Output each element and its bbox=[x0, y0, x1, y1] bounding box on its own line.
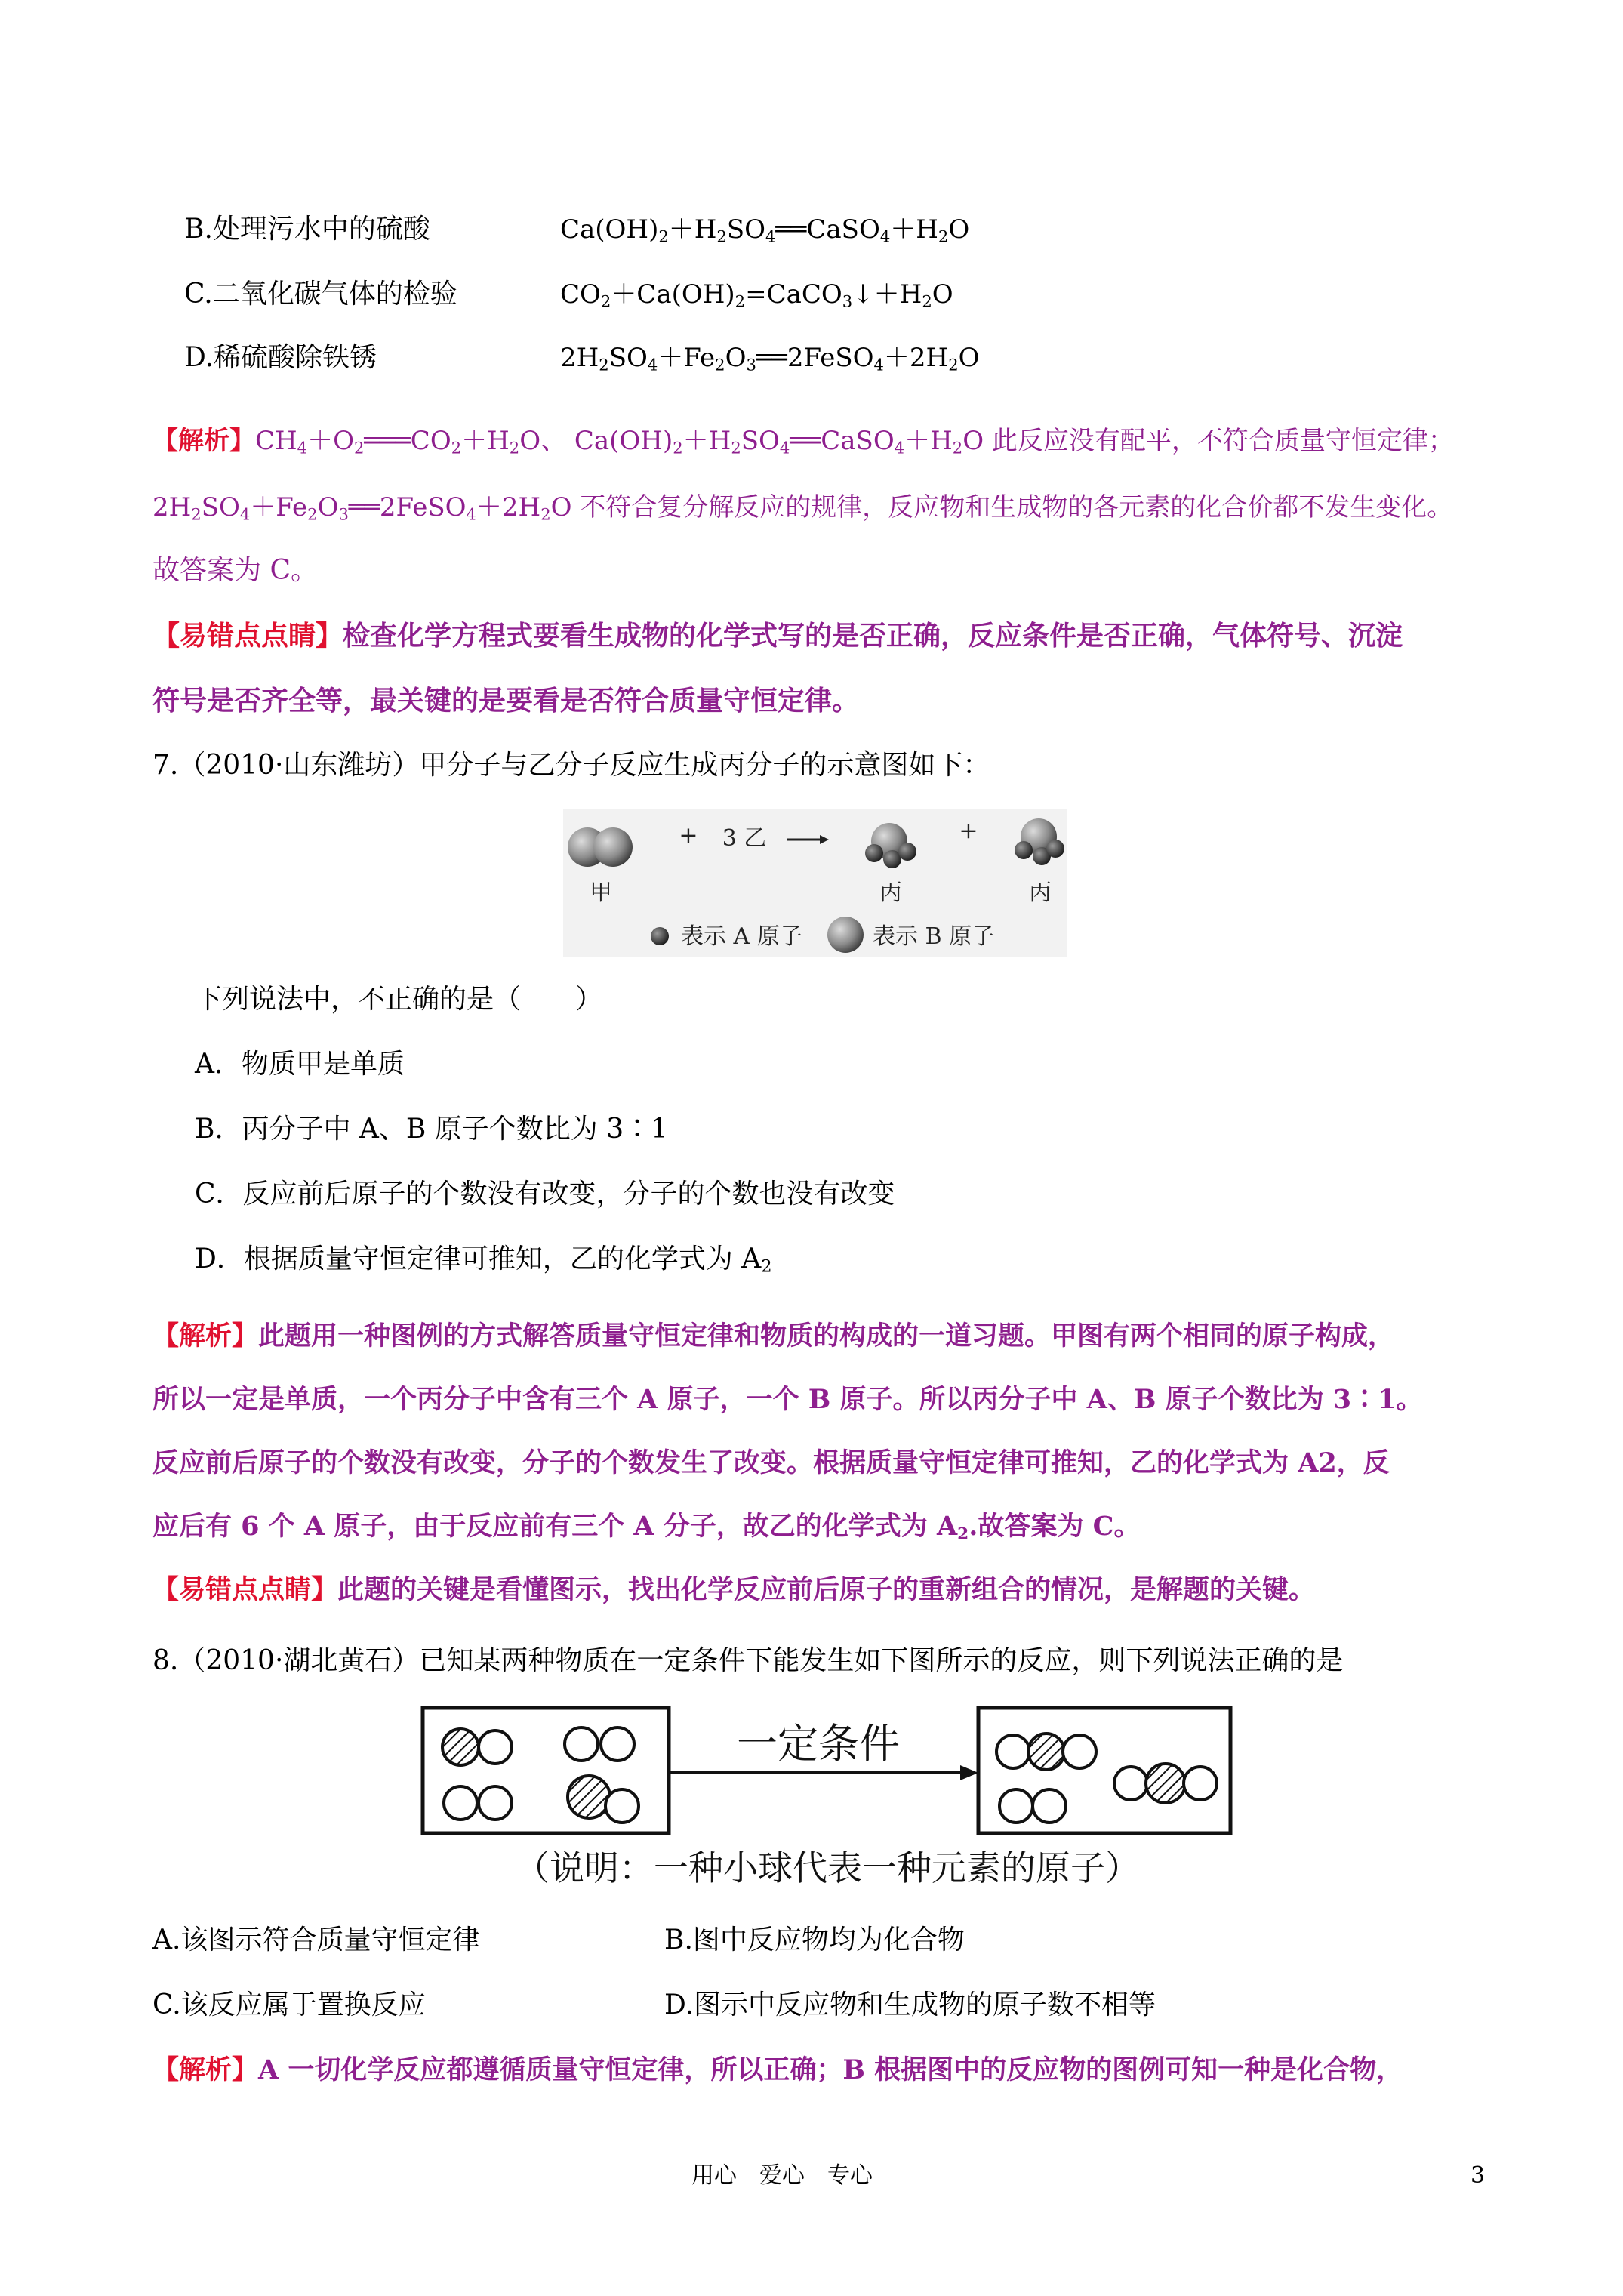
white-atom-icon bbox=[996, 1735, 1030, 1768]
analysis-tag: 【解析】 bbox=[152, 2054, 259, 2085]
condition-label: 一定条件 bbox=[737, 1720, 900, 1767]
hatched-atom-icon bbox=[568, 1776, 610, 1818]
q8-reaction-diagram bbox=[420, 1705, 1235, 1894]
hatched-atom-icon bbox=[442, 1729, 479, 1765]
option-label: C.二氧化碳气体的检验 bbox=[184, 279, 457, 310]
q8-option-c: C.该反应属于置换反应 bbox=[152, 1989, 426, 2020]
a-atom-icon bbox=[1015, 841, 1033, 859]
analysis-text: 此题用一种图例的方式解答质量守恒定律和物质的构成的一道习题。甲图有两个相同的原子构成， bbox=[258, 1321, 1395, 1351]
white-atom-icon bbox=[444, 1786, 477, 1820]
jia-label: 甲 bbox=[590, 880, 612, 906]
white-atom-icon bbox=[1114, 1767, 1147, 1800]
legend-b: 表示 B 原子 bbox=[873, 923, 995, 950]
white-atom-icon bbox=[1063, 1735, 1096, 1768]
white-atom-icon bbox=[999, 1789, 1033, 1823]
white-atom-icon bbox=[1184, 1767, 1217, 1800]
white-atom-icon bbox=[479, 1730, 512, 1764]
a-atom-icon bbox=[865, 844, 883, 862]
reactant-molecule bbox=[442, 1729, 512, 1765]
b-atom-icon bbox=[827, 917, 864, 953]
tip-text: 检查化学方程式要看生成物的化学式写的是否正确，反应条件是否正确，气体符号、沉淀 bbox=[343, 620, 1403, 652]
q7-option-a: A．物质甲是单质 bbox=[195, 1049, 405, 1080]
option-equation: $CO_2+Ca(OH)_2=CaCO_3↓+H_2O$ bbox=[560, 279, 953, 311]
analysis-line-3: 反应前后原子的个数没有改变，分子的个数发生了改变。根据质量守恒定律可推知，乙的化学式为 A2，反 bbox=[152, 1447, 1390, 1478]
q7-option-b: B．丙分子中 A、B 原子个数比为 3∶1 bbox=[195, 1114, 669, 1145]
hatched-atom-icon bbox=[1146, 1764, 1185, 1803]
white-atom-icon bbox=[479, 1786, 512, 1820]
product-molecule bbox=[1114, 1764, 1217, 1803]
tip-tag: 【易错点点睛】 bbox=[152, 1574, 338, 1605]
reactant-molecule bbox=[565, 1727, 634, 1761]
plus-sign: + bbox=[679, 822, 698, 849]
q8-option-d: D.图示中反应物和生成物的原子数不相等 bbox=[664, 1989, 1156, 2020]
footer-motto: 用心 爱心 专心 bbox=[691, 2162, 873, 2189]
q7-prompt: 下列说法中，不正确的是（ ） bbox=[195, 984, 603, 1015]
analysis-line-4: 应后有 6 个 A 原子，由于反应前有三个 A 分子，故乙的化学式为 $A_2$.故答案为 C。 bbox=[152, 1511, 1141, 1544]
legend-a: 表示 A 原子 bbox=[681, 923, 802, 950]
option-label: D.稀硫酸除铁锈 bbox=[184, 342, 377, 373]
q8-stem: 8.（2010·湖北黄石）已知某两种物质在一定条件下能发生如下图所示的反应，则下列说法正确的是 bbox=[152, 1645, 1344, 1676]
white-atom-icon bbox=[1033, 1789, 1066, 1823]
q8-option-a: A.该图示符合质量守恒定律 bbox=[152, 1925, 480, 1955]
q7-option-c: C．反应前后原子的个数没有改变，分子的个数也没有改变 bbox=[195, 1179, 895, 1210]
tip-line-2: 符号是否齐全等，最关键的是要看是否符合质量守恒定律。 bbox=[152, 685, 860, 717]
white-atom-icon bbox=[565, 1727, 598, 1761]
analysis-line-1 bbox=[152, 1318, 1394, 1354]
plus-sign: + bbox=[959, 818, 978, 844]
page-number: 3 bbox=[1471, 2162, 1486, 2189]
white-atom-icon bbox=[601, 1727, 634, 1761]
figure-caption: （说明：一种小球代表一种元素的原子） bbox=[515, 1848, 1140, 1888]
q7-molecule-diagram bbox=[563, 809, 1067, 957]
q8-analysis bbox=[152, 2052, 1403, 2088]
three-yi-label: 3 乙 bbox=[722, 825, 767, 852]
analysis-line-2: $2H_2SO_4+Fe_2O_3══2FeSO_4+2H_2O$ 不符合复分解反应的规律，反应物和生成物的各元素的化合价都不发生变化。 bbox=[152, 492, 1453, 524]
q7-tip bbox=[152, 1572, 1315, 1608]
option-equation: $2H_2SO_4+Fe_2O_3══2FeSO_4+2H_2O$ bbox=[560, 343, 980, 374]
analysis-line-3: 故答案为 C。 bbox=[152, 555, 318, 586]
a-atom-icon bbox=[651, 927, 669, 945]
analysis-text: $CH_4+O_2═══CO_2+H_2O$、 $Ca(OH)_2+H_2SO_4══CaSO_4+H_2O$ 此反应没有配平，不符合质量守恒定律； bbox=[255, 426, 1454, 458]
analysis-tag: 【解析】 bbox=[152, 1321, 259, 1351]
b-atom-icon bbox=[593, 827, 633, 867]
tip-text: 此题的关键是看懂图示，找出化学反应前后原子的重新组合的情况，是解题的关键。 bbox=[337, 1574, 1316, 1605]
product-molecule bbox=[996, 1734, 1096, 1770]
a-atom-icon bbox=[1046, 840, 1064, 858]
q8-option-b: B.图中反应物均为化合物 bbox=[664, 1925, 965, 1955]
reactant-molecule bbox=[444, 1786, 512, 1820]
option-equation: $Ca(OH)_2+H_2SO_4══CaSO_4+H_2O$ bbox=[560, 214, 970, 246]
a-atom-icon bbox=[898, 843, 916, 861]
white-atom-icon bbox=[605, 1789, 639, 1823]
analysis-line-1 bbox=[152, 423, 1454, 459]
bing-label: 丙 bbox=[1029, 880, 1052, 906]
jia-molecule bbox=[568, 827, 633, 867]
tip-tag: 【易错点点睛】 bbox=[152, 620, 343, 652]
q7-option-d: D．根据质量守恒定律可推知，乙的化学式为 $A_2$ bbox=[195, 1244, 772, 1277]
hatched-atom-icon bbox=[1028, 1734, 1064, 1770]
analysis-line-2: 所以一定是单质，一个丙分子中含有三个 A 原子，一个 B 原子。所以丙分子中 A、B 原子个数比为 3∶1。 bbox=[152, 1384, 1423, 1415]
reactant-molecule bbox=[568, 1776, 639, 1823]
arrow-head-icon bbox=[960, 1765, 978, 1780]
bing-label: 丙 bbox=[879, 880, 902, 906]
option-label: B.处理污水中的硫酸 bbox=[184, 214, 430, 245]
product-molecule bbox=[999, 1789, 1066, 1823]
analysis-tag: 【解析】 bbox=[152, 426, 255, 456]
analysis-text: A 一切化学反应都遵循质量守恒定律，所以正确；B 根据图中的反应物的图例可知一种是化合物， bbox=[258, 2054, 1403, 2085]
q7-stem: 7.（2010·山东潍坊）甲分子与乙分子反应生成丙分子的示意图如下： bbox=[152, 750, 990, 781]
tip-line-1 bbox=[152, 618, 1403, 654]
